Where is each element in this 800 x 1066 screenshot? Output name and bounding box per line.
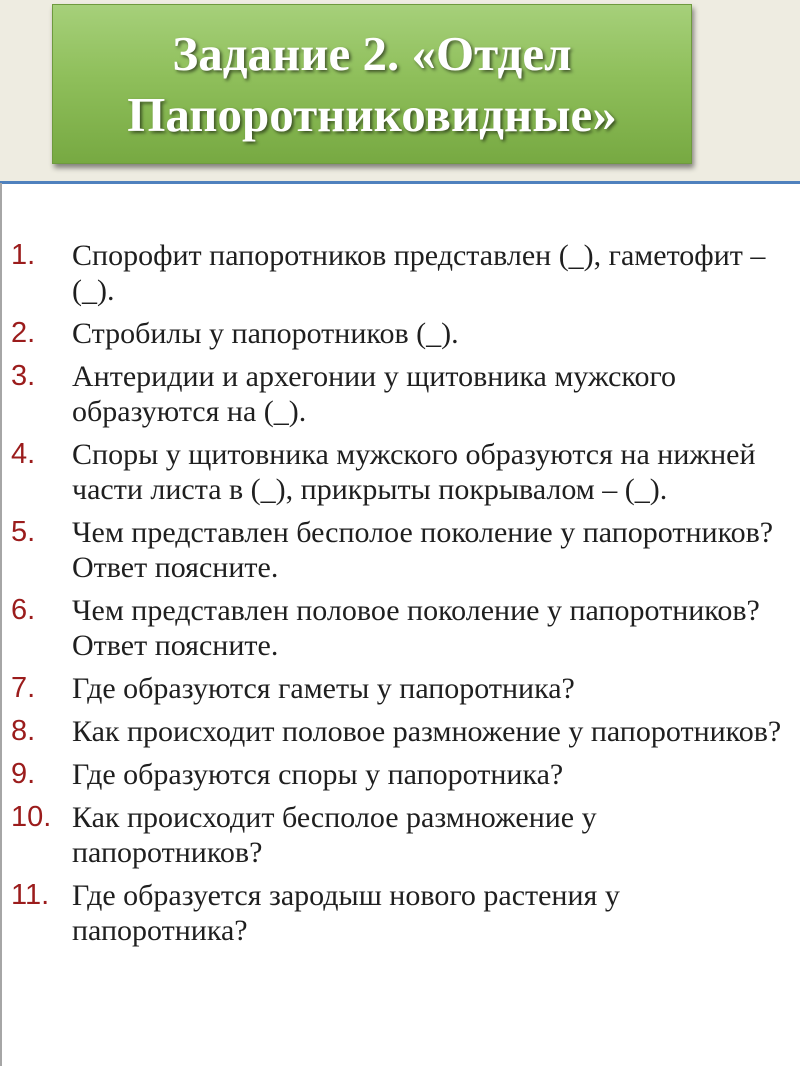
list-item <box>0 800 800 870</box>
item-number: 5. <box>11 516 36 548</box>
list-item <box>0 757 800 792</box>
item-number: 10. <box>11 801 52 833</box>
list-item <box>0 437 800 507</box>
list-item <box>0 316 800 351</box>
slide-title <box>127 23 616 145</box>
item-number: 2. <box>11 317 36 349</box>
item-number: 6. <box>11 594 36 626</box>
list-item <box>0 238 800 308</box>
list-item <box>0 714 800 749</box>
item-text: Спорофит папоротников представлен (_), гаметофит – (_). <box>72 239 766 307</box>
title-box <box>52 4 692 164</box>
title-line-2: Папоротниковидные» <box>127 87 617 142</box>
item-text: Чем представлен половое поколение у папоротников? Ответ поясните. <box>72 594 760 662</box>
item-text: Стробилы у папоротников (_). <box>72 317 459 350</box>
item-text: Где образуются гаметы у папоротника? <box>72 672 575 705</box>
item-number: 3. <box>11 360 36 392</box>
title-line-1: Задание 2. «Отдел <box>172 26 572 81</box>
item-number: 11. <box>11 879 50 911</box>
item-text: Как происходит бесполое размножение у папоротников? <box>72 801 597 869</box>
task-list <box>0 238 800 956</box>
list-item <box>0 878 800 948</box>
item-text: Как происходит половое размножение у папоротников? <box>72 715 782 748</box>
list-item <box>0 593 800 663</box>
item-text: Где образуется зародыш нового растения у папоротника? <box>72 879 620 947</box>
item-text: Где образуются споры у папоротника? <box>72 758 564 791</box>
item-number: 8. <box>11 715 36 747</box>
item-number: 4. <box>11 438 36 470</box>
item-number: 9. <box>11 758 36 790</box>
item-text: Антеридии и архегонии у щитовника мужского образуются на (_). <box>72 360 677 428</box>
item-text: Споры у щитовника мужского образуются на нижней части листа в (_), прикрыты покрывалом – (_). <box>72 438 756 506</box>
header-divider <box>0 181 800 184</box>
item-number: 7. <box>11 672 36 704</box>
list-item <box>0 671 800 706</box>
item-text: Чем представлен бесполое поколение у папоротников? Ответ поясните. <box>72 516 774 584</box>
item-number: 1. <box>11 239 36 271</box>
list-item <box>0 515 800 585</box>
list-item <box>0 359 800 429</box>
